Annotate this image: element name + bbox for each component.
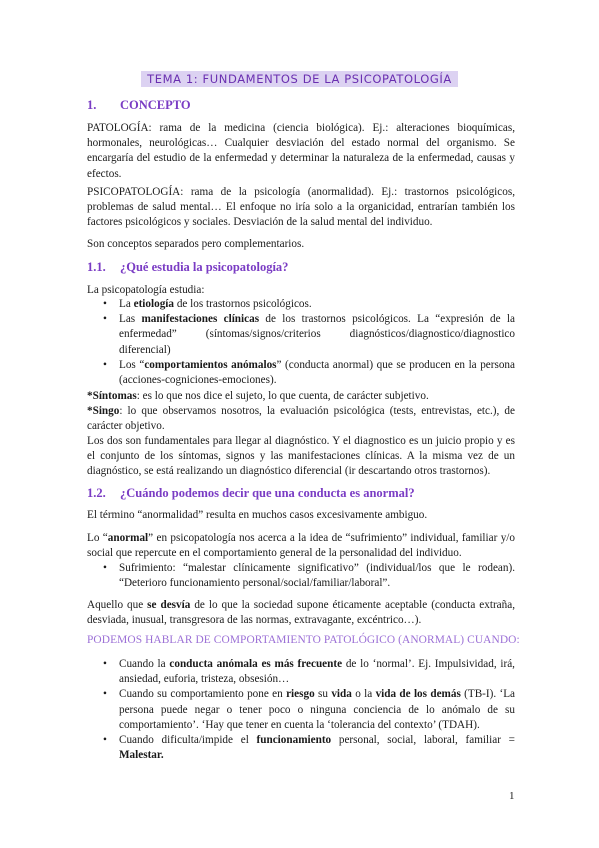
- list-item: • Cuando dificulta/impide el funcionamiento personal, social, laboral, familiar = Malestar.: [87, 733, 515, 763]
- section-1-2-heading: 1.2. ¿Cuándo podemos decir que una conducta es anormal?: [87, 486, 415, 500]
- paragraph-anormalidad: El término “anormalidad” resulta en muchos casos excesivamente ambiguo.: [87, 509, 428, 521]
- paragraph-signos: *Singo: lo que observamos nosotros, la evaluación psicológica (tests, entrevistas, etc.), de carácter objetivo.: [87, 405, 515, 433]
- paragraph-sintomas: *Síntomas: es lo que nos dice el sujeto, lo que cuenta, de carácter subjetivo.: [87, 390, 429, 402]
- list-item: • Cuando la conducta anómala es más frecuente de lo ‘normal’. Ej. Impulsividad, irá, ansiedad, euforia, tristeza, obsesión…: [87, 657, 515, 687]
- paragraph-anormal: Lo “anormal” en psicopatología nos acerca a la idea de “sufrimiento” individual, familiar y/o social que repercute en el comportamiento general de la personalidad del individuo.: [87, 532, 515, 560]
- document-title: [0, 70, 599, 88]
- study-list: [87, 297, 515, 388]
- section-1-heading: 1. CONCEPTO: [87, 98, 191, 112]
- paragraph-estudia: La psicopatología estudia:: [87, 284, 205, 296]
- suffering-list: [87, 561, 515, 591]
- paragraph-psicopatologia: PSICOPATOLOGÍA: rama de la psicología (anormalidad). Ej.: trastornos psicológicos, problemas de salud mental… El enfoque no iría solo a la organicidad, entrarían también los factores psicológicos y sociales. Desviación de la salud mental del individuo.: [87, 186, 515, 229]
- list-item: • Cuando su comportamiento pone en riesgo su vida o la vida de los demás (TB-I). ‘La persona puede negar o tener poco o ninguna conciencia de lo anómalo de su comportamiento’. ‘Hay que tener en cuenta la ‘tolerancia del contexto’ (TDAH).: [87, 687, 515, 733]
- criteria-list: [87, 657, 515, 763]
- section-1-1-heading: 1.1. ¿Qué estudia la psicopatología?: [87, 260, 289, 274]
- paragraph-diagnostico: Los dos son fundamentales para llegar al diagnóstico. Y el diagnostico es un juicio propio y es el conjunto de los síntomas, signos y las manifestaciones clínicas. A la misma vez de un diagnóstico, se está realizando un diagnóstico diferencial (ir descartando otros trastornos).: [87, 435, 515, 478]
- list-item: • Los “comportamientos anómalos” (conducta anormal) que se producen en la persona (acciones-cogniciones-emociones).: [87, 358, 515, 388]
- list-item: • Sufrimiento: “malestar clínicamente significativo” (individual/los que le rodean). “Deterioro funcionamiento personal/social/familiar/laboral”.: [87, 561, 515, 591]
- title-text: TEMA 1: FUNDAMENTOS DE LA PSICOPATOLOGÍA: [141, 71, 458, 87]
- caps-heading: PODEMOS HABLAR DE COMPORTAMIENTO PATOLÓGICO (ANORMAL) CUANDO:: [87, 634, 520, 646]
- paragraph-patologia: PATOLOGÍA: rama de la medicina (ciencia biológica). Ej.: alteraciones bioquímicas, hormonales, neurológicas… Cualquier desviación del estado normal del organismo. Se encargaría del estudio de la enfermedad y determinar la naturaleza de la enfermedad, causas y efectos.: [87, 122, 515, 180]
- list-item: • Las manifestaciones clínicas de los trastornos psicológicos. La “expresión de la enfermedad” (síntomas/signos/criterios diagnósticos/diagnostico/diagnostico diferencial): [87, 312, 515, 358]
- list-item: • La etiología de los trastornos psicológicos.: [87, 297, 515, 312]
- paragraph-desvia: Aquello que se desvía de lo que la sociedad supone éticamente aceptable (conducta extraña, desviada, inusual, transgresora de las normas, extravagante, excéntrico…).: [87, 599, 516, 627]
- paragraph-complementarios: Son conceptos separados pero complementarios.: [87, 238, 305, 250]
- page-number: 1: [509, 790, 515, 802]
